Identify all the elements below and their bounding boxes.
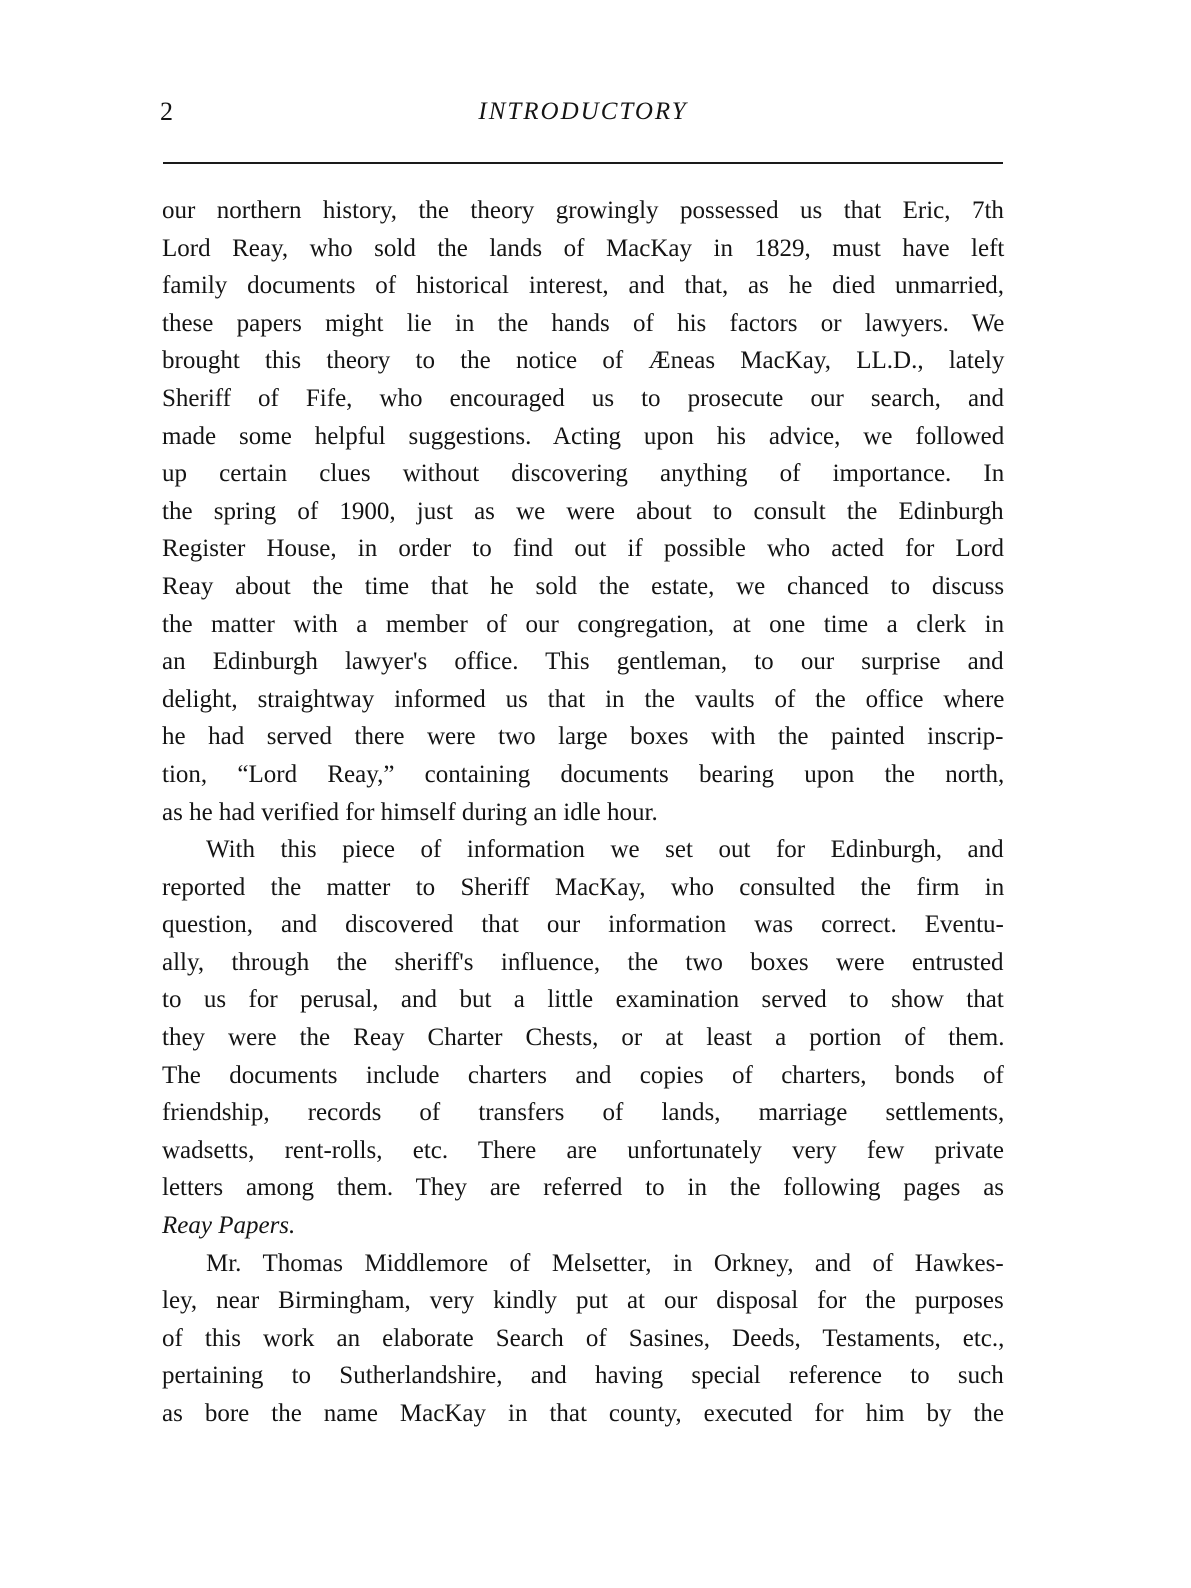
text-line: pertaining to Sutherlandshire, and having special reference to such [162,1362,1004,1390]
text-line: Mr. Thomas Middlemore of Melsetter, in Orkney, and of Hawkes- [206,1249,1004,1277]
text-line: brought this theory to the notice of Æneas MacKay, LL.D., lately [162,347,1005,375]
text-line: ally, through the sheriff's influence, the two boxes were entrusted [162,948,1004,976]
paragraph-2 [162,831,1004,1245]
italic-title: Reay Papers. [162,1212,296,1240]
text-line: the spring of 1900, just as we were about to consult the Edinburgh [162,497,1004,525]
text-line: wadsetts, rent-rolls, etc. There are unfortunately very few private [162,1136,1004,1164]
text-line: of this work an elaborate Search of Sasines, Deeds, Testaments, etc., [162,1324,1005,1352]
text-line: family documents of historical interest, and that, as he died unmarried, [162,272,1005,300]
text-line: The documents include charters and copies of charters, bonds of [162,1061,1004,1089]
text-line: friendship, records of transfers of lands, marriage settlements, [162,1099,1005,1127]
paragraph-1 [162,192,1004,831]
text-line: Reay about the time that he sold the estate, we chanced to discuss [162,572,1005,600]
text-line: these papers might lie in the hands of his factors or lawyers. We [162,309,1005,337]
text-line: With this piece of information we set out for Edinburgh, and [206,836,1004,864]
text-line: Lord Reay, who sold the lands of MacKay in 1829, must have left [162,234,1005,262]
paragraph-3 [162,1245,1004,1433]
text-line: as bore the name MacKay in that county, executed for him by the [162,1400,1005,1427]
text-line: tion, “Lord Reay,” containing documents bearing upon the north, [162,760,1005,788]
text-line: made some helpful suggestions. Acting upon his advice, we followed [162,422,1005,450]
text-line: Register House, in order to find out if possible who acted for Lord [162,535,1005,563]
text-line: they were the Reay Charter Chests, or at least a portion of them. [162,1024,1005,1052]
running-head: INTRODUCTORY [478,98,688,125]
header-rule [163,162,1003,164]
text-line: an Edinburgh lawyer's office. This gentleman, to our surprise and [162,648,1004,676]
text-line: reported the matter to Sheriff MacKay, who consulted the firm in [162,873,1005,901]
text-line: letters among them. They are referred to in the following pages as [162,1174,1005,1202]
text-line: as he had verified for himself during an idle hour. [162,798,658,826]
text-line: the matter with a member of our congregation, at one time a clerk in [162,610,1005,638]
text-line: question, and discovered that our information was correct. Eventu- [162,911,1004,939]
text-line: delight, straightway informed us that in the vaults of the office where [162,685,1005,713]
text-line: ley, near Birmingham, very kindly put at our disposal for the purposes [162,1287,1004,1315]
page-header [160,96,1006,136]
text-line: our northern history, the theory growingly possessed us that Eric, 7th [162,197,1004,224]
page-number: 2 [160,97,173,126]
text-line: Sheriff of Fife, who encouraged us to prosecute our search, and [162,384,1005,412]
body-text [162,192,1004,1433]
text-line: he had served there were two large boxes with the painted inscrip- [162,723,1004,751]
text-line: up certain clues without discovering anything of importance. In [162,460,1005,488]
text-line: to us for perusal, and but a little examination served to show that [162,986,1004,1014]
